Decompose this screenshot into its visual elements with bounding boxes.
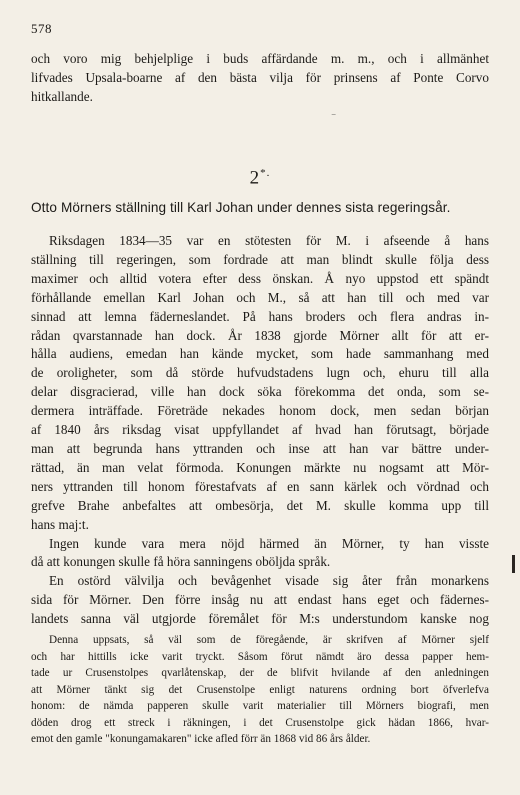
text-line: rådan qvarstannade han dock. År 1838 gjorde Mörner allt för att er- [31,327,489,343]
footnote-line: och har hittills icke varit tryckt. Såsom förut nämdt äro dessa papper hem- [31,650,489,663]
section-number [0,167,520,189]
top-paragraph [31,50,489,107]
text-line: hans maj:t. [31,516,89,532]
text-line: hålla audiens, emedan han kände mycket, som hade sammanhang med [31,346,489,362]
text-line: de oroligheter, som då störde hufvudstadens lugn och, ehuru till alla [31,365,489,381]
text-line: förhållande emellan Karl Johan och M., så att han till och med var [31,289,489,305]
text-line: och voro mig behjelplige i buds affärdande m. m., och i allmänhet [31,51,489,66]
footnote-line: tade ur Crusenstolpes qvarlåtenskap, der de blifvit hvilande af den anledningen [31,667,489,679]
page-edge-mark [512,555,515,573]
text-line: ställning till regeringen, som fordrade att man blindt skulle följa dess [31,251,489,267]
text-line: delar disgracierad, ville han dock söka förekomma det onda, som se- [31,384,489,400]
text-line: dermera inträffade. Företräde nekades honom dock, men sedan början [31,403,489,419]
text-line: maximer och alltid votera efter dess önskan. Å nyo uppstod ett spändt [31,270,489,286]
text-line: af 1840 års riksdag visat uppfyllandet af hvad han förutsagt, började [31,422,489,438]
text-line: Ingen kunde vara mera nöjd härmed än Mörner, ty han visste [49,535,489,551]
section-number-digit: 2 [249,167,261,189]
footnote-line: döden drog ett streck i räkningen, i det Crusenstolpe gick hädan 1866, hvar- [31,716,489,729]
text-line: då att konungen skulle få höra sanningens oböljda språk. [31,554,331,570]
footnote-line: Denna uppsats, så väl som de föregående, är skrifven af Mörner sjelf [49,634,489,646]
text-line: hitkallande. [31,88,93,104]
section-title: Otto Mörners ställning till Karl Johan under dennes sista regeringsår. [31,200,451,215]
text-line: landets sanna väl utgjorde föremålet för M:s understundom kanske nog [31,611,489,627]
text-line: sinnad att lemna fäderneslandet. På hans broders och flera andras in- [31,308,489,324]
main-text [31,232,489,629]
text-line: En ostörd välvilja och bevågenhet visade sig åter från monarkens [49,573,489,589]
text-line: rättad, än man velat förmoda. Konungen märkte nu nogsamt att Mör- [31,459,489,475]
footnote [31,632,489,748]
section-footnote-marker: *. [260,167,271,179]
page-number: 578 [31,21,52,36]
footnote-line: att Mörner tänkt sig det Crusenstolpe enligt naturens ordning bort öfverlefva [31,683,489,696]
text-line: man att begrunda hans yttranden och inse att han var bättre under- [31,440,489,456]
text-line: grefve Brahe anbefaltes att ombesörja, det M. skulle komma upp till [31,497,489,513]
text-line: Riksdagen 1834—35 var en stötesten för M. i afseende å hans [49,233,489,248]
text-line: lifvades Upsala-boarne af den bästa vilja för prinsens af Ponte Corvo [31,69,489,85]
footnote-line: honom: de nämda papperen skulle varit materialier till Mörners biografi, men [31,700,489,712]
footnote-line: emot den gamle "konungamakaren" icke afled förr än 1868 vid 86 års ålder. [31,733,371,745]
ornament-mark: ⁻ [331,112,337,123]
text-line: sida för Mörner. Den förre insåg nu att endast hans eget och fädernes- [31,592,489,608]
text-line: ners yttranden till honom förestafvats af en sann kärlek och vördnad och [31,478,489,494]
